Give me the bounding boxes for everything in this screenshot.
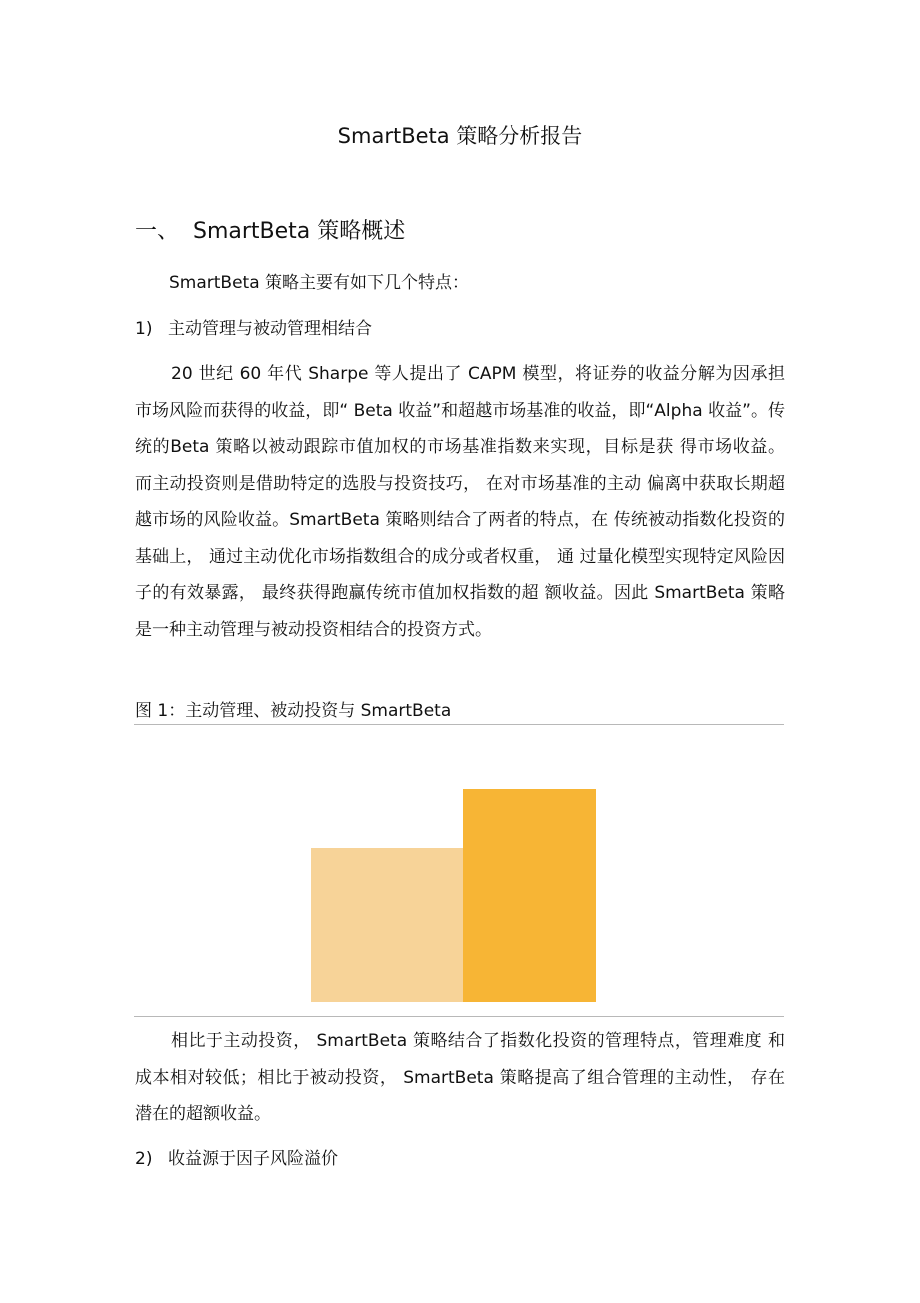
passive-block: [311, 848, 464, 1002]
body-paragraph-1: 20 世纪 60 年代 Sharpe 等人提出了 CAPM 模型，将证券的收益分解为因承担 市场风险而获得的收益，即“ Beta 收益”和超越市场基准的收益，即“Alpha 收益”。传统的Beta 策略以被动跟踪市值加权的市场基准指数来实现，目标是获 得市场收益。 而主动投资则是借助特定的选股与投资技巧， 在对市场基准的主动 偏离中获取长期超越市场的风险收益。SmartBeta 策略则结合了两者的特点，在 传统被动指数化投资的基础上， 通过主动优化市场指数组合的成分或者权重， 通 过量化模型实现特定风险因子的有效暴露， 最终获得跑赢传统市值加权指数的超 额收益。因此 SmartBeta 策略是一种主动管理与被动投资相结合的投资方式。: [135, 364, 785, 640]
figure-graphic: [134, 726, 784, 1015]
list-label-2: 收益源于因子风险溢价: [168, 1149, 338, 1169]
list-marker-2: 2): [135, 1149, 153, 1169]
section-number: 一、: [135, 219, 180, 244]
figure-bottom-rule: [134, 1016, 784, 1017]
body-paragraph-2: 相比于主动投资， SmartBeta 策略结合了指数化投资的管理特点，管理难度 和成本相对较低；相比于被动投资， SmartBeta 策略提高了组合管理的主动性， 存在潜在的超额收益。: [135, 1031, 785, 1124]
list-item-1: [135, 317, 372, 341]
figure-1: [134, 726, 784, 1015]
figure-top-rule: [134, 724, 784, 725]
figure-caption: 图 1：主动管理、被动投资与 SmartBeta: [135, 701, 452, 721]
section-heading: [135, 217, 405, 247]
list-item-2: [135, 1147, 338, 1171]
list-label-1: 主动管理与被动管理相结合: [168, 319, 372, 339]
document-title: SmartBeta 策略分析报告: [337, 124, 583, 148]
intro-text: SmartBeta 策略主要有如下几个特点：: [169, 273, 470, 293]
smartbeta-block: [463, 789, 596, 1002]
list-marker-1: 1): [135, 319, 153, 339]
section-title: SmartBeta 策略概述: [193, 219, 406, 244]
